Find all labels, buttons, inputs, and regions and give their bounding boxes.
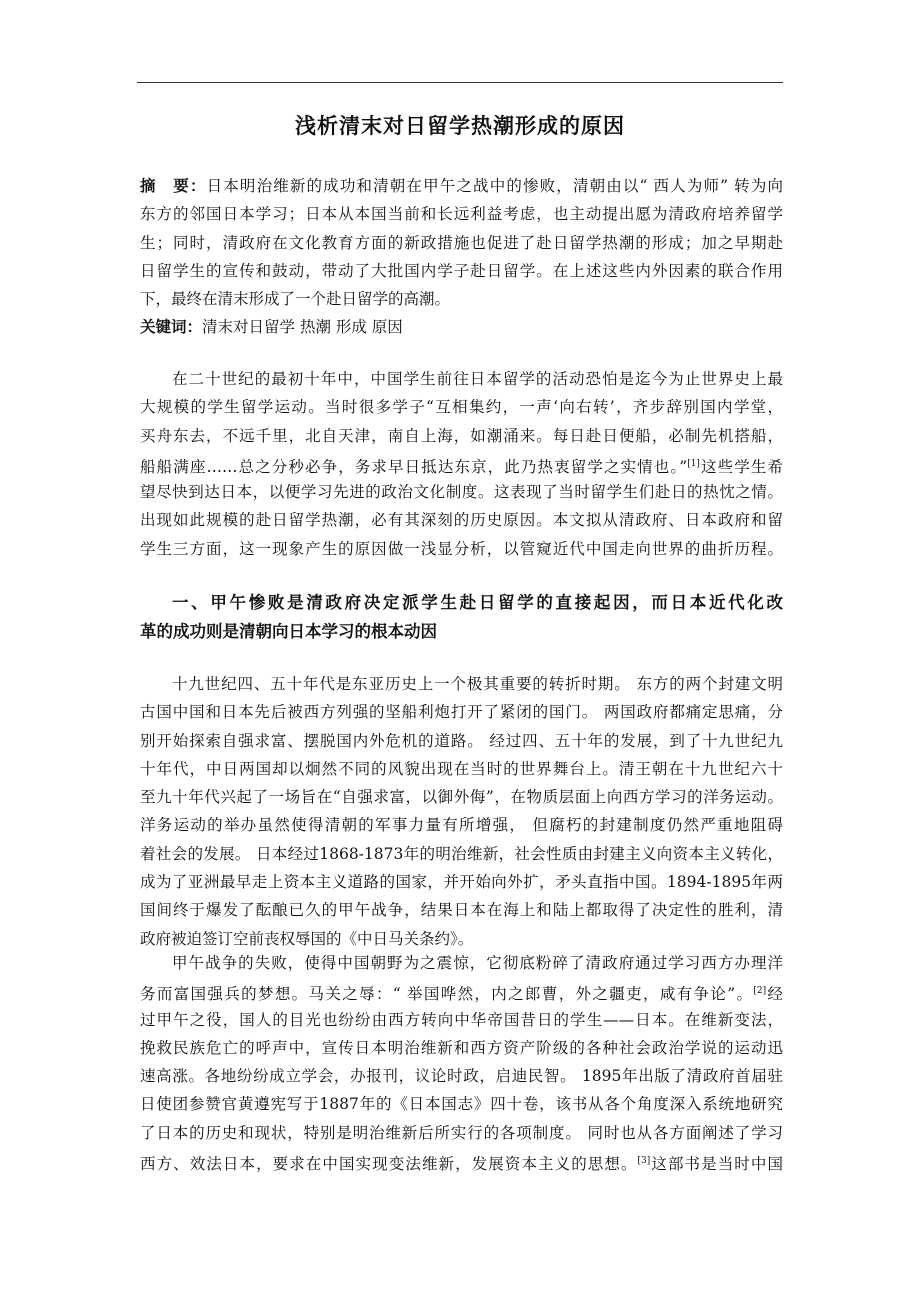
citation-3: [3] (637, 1156, 651, 1167)
keywords-text: 清末对日留学 热潮 形成 原因 (202, 318, 403, 337)
text-line: 出现如此规模的赴日留学热潮，必有其深刻的历史原因。本文拟从清政府、日本政府和留 (140, 511, 783, 530)
text-line: 国间终于爆发了酝酿已久的甲午战争，结果日本在海上和陆上都取得了决定性的胜利，清 (140, 901, 783, 920)
abstract-line: 东方的邻国日本学习；日本从本国当前和长远利益考虑，也主动提出愿为清政府培养留学 (140, 205, 783, 224)
text-line: 甲午战争的失败，使得中国朝野为之震惊，它彻底粉碎了清政府通过学习西方办理洋 (172, 954, 783, 972)
text-segment: 船船满座……总之分秒必争，务求早日抵达东京，此乃热衷留学之实情也。” (140, 457, 688, 476)
keywords-label: 关键词： (140, 318, 203, 337)
text-line: 着社会的发展。 日本经过1868-1873年的明治维新，社会性质由封建主义向资本主义转化， (140, 844, 783, 863)
text-line: 洋务运动的举办虽然使得清朝的军事力量有所增强， 但腐朽的封建制度仍然严重地阻碍 (140, 816, 783, 835)
text-segment: 经 (766, 985, 783, 1004)
text-line: 挽救民族危亡的呼声中，宣传日本明治维新和西方资产阶级的各种社会政治学说的运动迅 (140, 1038, 783, 1057)
text-line: 十年代，中日两国却以炯然不同的风貌出现在当时的世界舞台上。清王朝在十九世纪六十 (140, 759, 783, 778)
text-line: 学生三方面，这一现象产生的原因做一浅显分析，以管窥近代中国走向世界的曲折历程。 (140, 539, 783, 558)
text-line: 在二十世纪的最初十年中，中国学生前往日本留学的活动恐怕是迄今为止世界史上最 (172, 370, 783, 388)
abstract-line: 生；同时，清政府在文化教育方面的新政措施也促进了赴日留学热潮的形成；加之早期赴 (140, 233, 783, 252)
text-line: 买舟东去，不远千里，北自天津，南自上海，如潮涌来。每日赴日便船，必制先机搭船， (140, 426, 783, 445)
citation-1: [1] (687, 458, 700, 469)
section-heading-1 (140, 588, 783, 646)
text-line: 古国中国和日本先后被西方列强的坚船利炮打开了紧闭的国门。 两国政府都痛定思痛，分 (140, 703, 783, 722)
text-line: 望尽快到达日本，以便学习先进的政治文化制度。这表现了当时留学生们赴日的热忱之情。 (140, 483, 783, 502)
abstract (140, 172, 783, 342)
abstract-line: 日留学生的宣传和鼓动，带动了大批国内学子赴日留学。在上述这些内外因素的联合作用 (140, 261, 783, 280)
abstract-line: 下，最终在清末形成了一个赴日留学的高潮。 (140, 290, 451, 309)
text-line (140, 1147, 783, 1175)
paragraph-2 (140, 670, 783, 953)
text-line (140, 450, 783, 478)
text-line: 了日本的历史和现状，特别是明治维新后所实行的各项制度。 同时也从各方面阐述了学习 (140, 1123, 783, 1142)
text-line (140, 977, 783, 1005)
citation-2: [2] (753, 986, 767, 997)
header-rule (137, 82, 783, 83)
page-title: 浅析清末对日留学热潮形成的原因 (295, 114, 625, 138)
text-line: 成为了亚洲最早走上资本主义道路的国家，并开始向外扩，矛头直指中国。1894-1895年两 (140, 873, 783, 892)
text-segment: 这部书是当时中国 (650, 1155, 783, 1174)
text-line: 大规模的学生留学运动。当时很多学子“互相集约，一声‘向右转’，齐步辞别国内学堂， (140, 398, 783, 417)
keywords (140, 313, 783, 341)
heading-line: 革的成功则是清朝向日本学习的根本动因 (140, 622, 437, 641)
text-line: 速高涨。各地纷纷成立学会，办报刊，议论时政，启迪民智。 1895年出版了清政府首届驻 (140, 1067, 783, 1086)
abstract-line: 日本明治维新的成功和清朝在甲午之战中的惨败，清朝由以“ 西人为师” 转为向 (206, 177, 783, 195)
paragraph-3 (140, 949, 783, 1175)
text-segment: 这些学生希 (699, 457, 783, 476)
heading-line: 一、甲午惨败是清政府决定派学生赴日留学的直接起因，而日本近代化改 (172, 593, 783, 612)
text-line: 过甲午之役，国人的目光也纷纷由西方转向中华帝国昔日的学生——日本。在维新变法， (140, 1010, 783, 1029)
text-line: 日使团参赞官黄遵宪写于1887年的《日本国志》四十卷，该书从各个角度深入系统地研究 (140, 1095, 783, 1114)
text-line: 十九世纪四、五十年代是东亚历史上一个极其重要的转折时期。 东方的两个封建文明 (172, 675, 783, 693)
abstract-label: 摘 要： (140, 177, 207, 195)
text-segment: 西方、效法日本，要求在中国实现变法维新，发展资本主义的思想。 (140, 1155, 638, 1174)
paragraph-intro (140, 365, 783, 563)
text-line: 政府被迫签订空前丧权辱国的《中日马关条约》。 (140, 929, 474, 948)
text-line: 至九十年代兴起了一场旨在“自强求富，以御外侮”，在物质层面上向西方学习的洋务运动。 (140, 788, 783, 807)
text-segment: 务而富国强兵的梦想。马关之辱：“ 举国哗然，内之郎曹，外之疆吏，咸有争论”。 (140, 985, 754, 1004)
text-line: 别开始探索自强求富、摆脱国内外危机的道路。 经过四、五十年的发展，到了十九世纪九 (140, 731, 783, 750)
